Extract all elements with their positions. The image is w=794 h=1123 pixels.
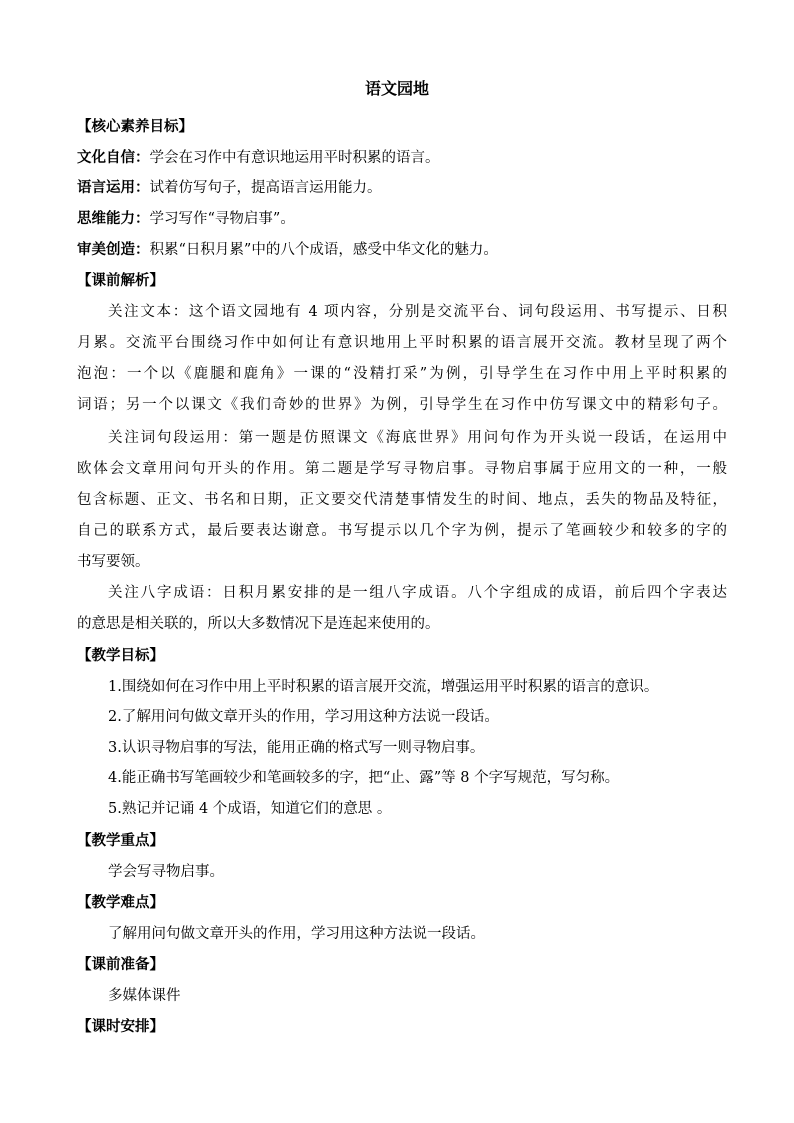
goal-item bbox=[77, 240, 727, 260]
analysis-p2-line: 包含标题、正文、书名和日期，正文要交代清楚事情发生的时间、地点，丢失的物品及特征， bbox=[77, 492, 727, 508]
goal-label: 思维能力： bbox=[77, 211, 150, 227]
heading-schedule: 【课时安排】 bbox=[77, 1019, 164, 1035]
analysis-p3-line: 关注八字成语：日积月累安排的是一组八字成语。八个字组成的成语，前后四个字表达 bbox=[108, 585, 727, 601]
analysis-p1-line: 词语；另一个以课文《我们奇妙的世界》为例，引导学生在习作中仿写课文中的精彩句子。 bbox=[77, 397, 727, 413]
page-title: 语文园地 bbox=[364, 79, 429, 98]
goal-label: 语言运用： bbox=[77, 180, 150, 196]
goal-item bbox=[77, 148, 727, 168]
goal-label: 文化自信： bbox=[77, 150, 150, 166]
analysis-p2-line: 自己的联系方式，最后要表达谢意。书写提示以几个字为例，提示了笔画较少和较多的字的 bbox=[77, 523, 727, 539]
key-point-text: 学会写寻物启事。 bbox=[108, 864, 224, 880]
teaching-goal-item: 2.了解用问句做文章开头的作用，学习用这种方法说一段话。 bbox=[108, 709, 499, 725]
difficulty-text: 了解用问句做文章开头的作用，学习用这种方法说一段话。 bbox=[108, 926, 485, 942]
teaching-goal-item: 5.熟记并记诵 4 个成语，知道它们的意思 。 bbox=[108, 801, 392, 817]
heading-key-point: 【教学重点】 bbox=[77, 833, 164, 849]
analysis-p2-line: 关注词句段运用：第一题是仿照课文《海底世界》用问句作为开头说一段话，在运用中 bbox=[108, 430, 727, 446]
heading-teaching-goals: 【教学目标】 bbox=[77, 648, 164, 664]
teaching-goal-item: 3.认识寻物启事的写法，能用正确的格式写一则寻物启事。 bbox=[108, 740, 485, 756]
heading-core-goals: 【核心素养目标】 bbox=[77, 119, 193, 135]
goal-label: 审美创造： bbox=[77, 242, 150, 258]
preparation-text: 多媒体课件 bbox=[108, 988, 181, 1004]
goal-text: 积累“日积月累”中的八个成语，感受中华文化的魅力。 bbox=[149, 242, 498, 258]
goal-item bbox=[77, 209, 727, 229]
heading-preparation: 【课前准备】 bbox=[77, 957, 164, 973]
heading-analysis: 【课前解析】 bbox=[77, 273, 164, 289]
goal-text: 试着仿写句子，提高语言运用能力。 bbox=[149, 180, 382, 196]
goal-text: 学会在习作中有意识地运用平时积累的语言。 bbox=[149, 150, 440, 166]
goal-item bbox=[77, 178, 727, 198]
analysis-p1-line: 关注文本：这个语文园地有 4 项内容，分别是交流平台、词句段运用、书写提示、日积 bbox=[108, 304, 727, 320]
analysis-p1-line: 泡泡：一个以《鹿腿和鹿角》一课的“没精打采”为例，引导学生在习作中用上平时积累的 bbox=[77, 366, 727, 382]
analysis-p3-line: 的意思是相关联的，所以大多数情况下是连起来使用的。 bbox=[77, 616, 440, 632]
analysis-p2-line: 欧体会文章用问句开头的作用。第二题是学写寻物启事。寻物启事属于应用文的一种，一般 bbox=[77, 461, 727, 477]
analysis-p2-line: 书写要领。 bbox=[77, 554, 150, 570]
teaching-goal-item: 1.围绕如何在习作中用上平时积累的语言展开交流，增强运用平时积累的语言的意识。 bbox=[108, 679, 659, 695]
heading-difficulty: 【教学难点】 bbox=[77, 895, 164, 911]
teaching-goal-item: 4.能正确书写笔画较少和笔画较多的字，把“止、露”等 8 个字写规范，写匀称。 bbox=[108, 770, 620, 786]
analysis-p1-line: 月累。交流平台围绕习作中如何让有意识地用上平时积累的语言展开交流。教材呈现了两个 bbox=[77, 335, 727, 351]
goal-text: 学习写作“寻物启事”。 bbox=[149, 211, 295, 227]
